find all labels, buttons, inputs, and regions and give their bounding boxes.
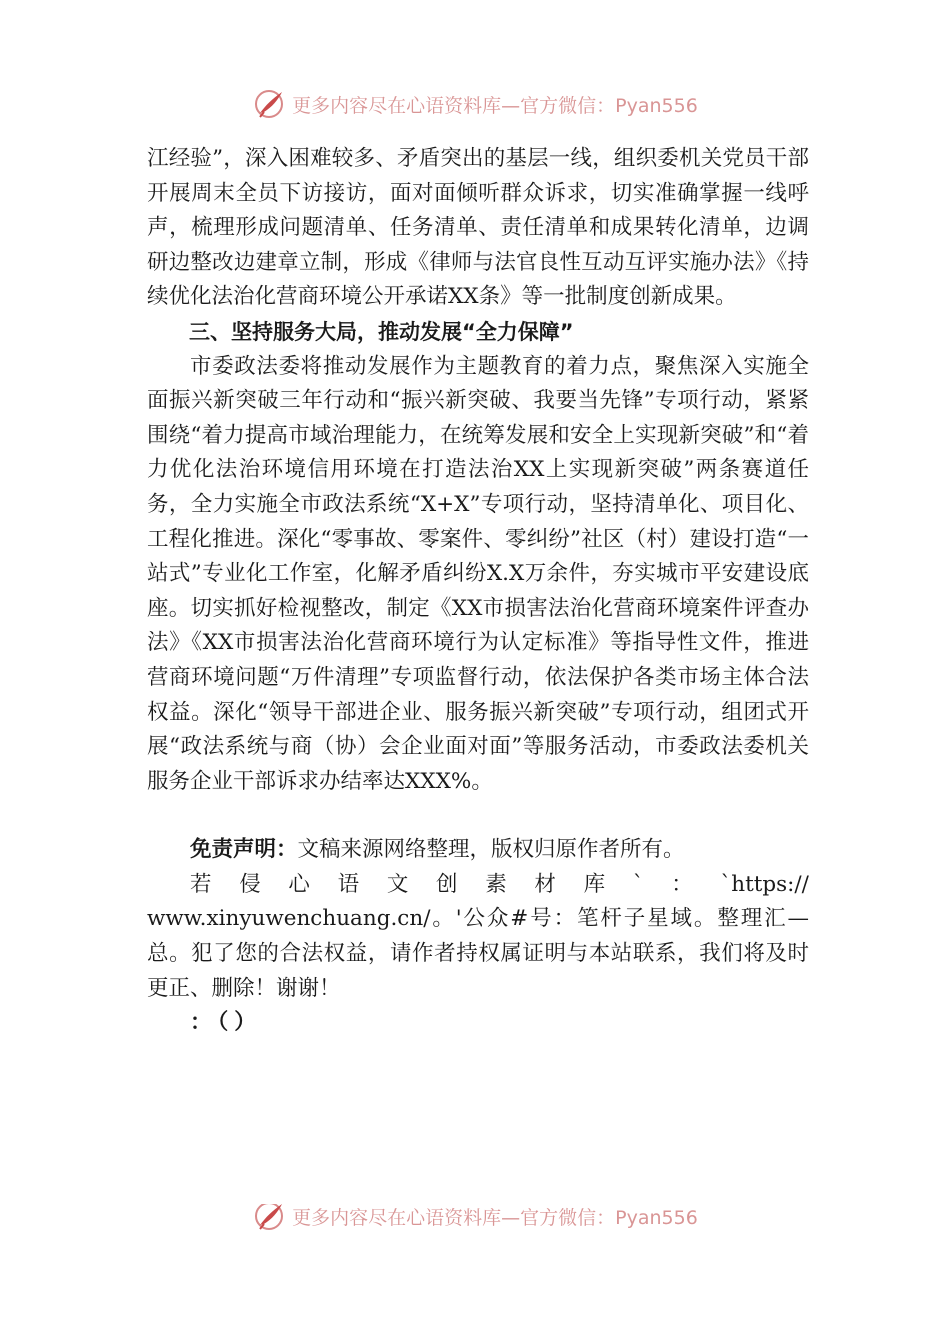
disclaimer-text: 文稿来源网络整理，版权归原作者所有。 [297, 837, 685, 863]
disclaimer-spread-line [147, 868, 809, 903]
spread-char: `https:// [720, 871, 809, 897]
disclaimer-trailing: ：（） [190, 1010, 262, 1036]
quill-logo-icon [252, 87, 286, 121]
disclaimer-rest: www.xinyuwenchuang.cn/。'公众#号：笔杆子星域。整理汇—总。犯了您的合法权益，请作者持权属证明与本站联系，我们将及时更正、删除！谢谢！ [147, 906, 809, 1001]
spread-char: 创 [436, 871, 458, 897]
spread-char: 侵 [239, 871, 261, 897]
spread-char: ： [671, 871, 693, 897]
header-watermark-text: 更多内容尽在心语资料库—官方微信：Pyan556 [292, 94, 698, 117]
spread-char: 心 [288, 871, 310, 897]
spread-char: ` [632, 871, 644, 897]
header-watermark [0, 84, 950, 124]
footer-watermark-text: 更多内容尽在心语资料库—官方微信：Pyan556 [292, 1206, 698, 1229]
spread-char: 文 [386, 871, 409, 897]
disclaimer-line [147, 833, 809, 868]
paragraph-2: 市委政法委将推动发展作为主题教育的着力点，聚焦深入实施全面振兴新突破三年行动和“振兴新突破、我要当先锋”专项行动，紧紧围绕“着力提高市域治理能力，在统筹发展和安全上实现新突破”和“着力优化法治环境信用环境在打造法治XX上实现新突破”两条赛道任务，全力实施全市政法系统“X+X”专项行动，坚持清单化、项目化、工程化推进。深化“零事故、零案件、零纠纷”社区（村）建设打造“一站式”专业化工作室，化解矛盾纠纷X.X万余件，夯实城市平安建设底座。切实抓好检视整改，制定《XX市损害法治化营商环境案件评查办法》《XX市损害法治化营商环境行为认定标准》等指导性文件，推进营商环境问题“万件清理”专项监督行动，依法保护各类市场主体合法权益。深化“领导干部进企业、服务振兴新突破”专项行动，组团式开展“政法系统与商（协）会企业面对面”等服务活动，市委政法委机关服务企业干部诉求办结率达XXX%。 [147, 353, 809, 794]
document-body [147, 142, 809, 1041]
paragraph-1: 江经验”，深入困难较多、矛盾突出的基层一线，组织委机关党员干部开展周末全员下访接访，面对面倾听群众诉求，切实准确掌握一线呼声，梳理形成问题清单、任务清单、责任清单和成果转化清单，边调研边整改边建章立制，形成《律师与法官良性互动互评实施办法》《持续优化法治化营商环境公开承诺XX条》等一批制度创新成果。 [147, 146, 809, 310]
disclaimer [147, 833, 809, 1041]
spread-char: 素 [485, 871, 507, 897]
spread-char: 库 [583, 871, 606, 897]
disclaimer-label: 免责声明： [190, 837, 298, 863]
spread-char: 若 [190, 871, 212, 897]
spread-char: 语 [337, 871, 360, 897]
quill-logo-icon [252, 1204, 286, 1233]
section-heading-3: 三、坚持服务大局，推动发展“全力保障” [189, 319, 574, 344]
footer-watermark [0, 1204, 950, 1240]
spread-char: 材 [534, 871, 556, 897]
